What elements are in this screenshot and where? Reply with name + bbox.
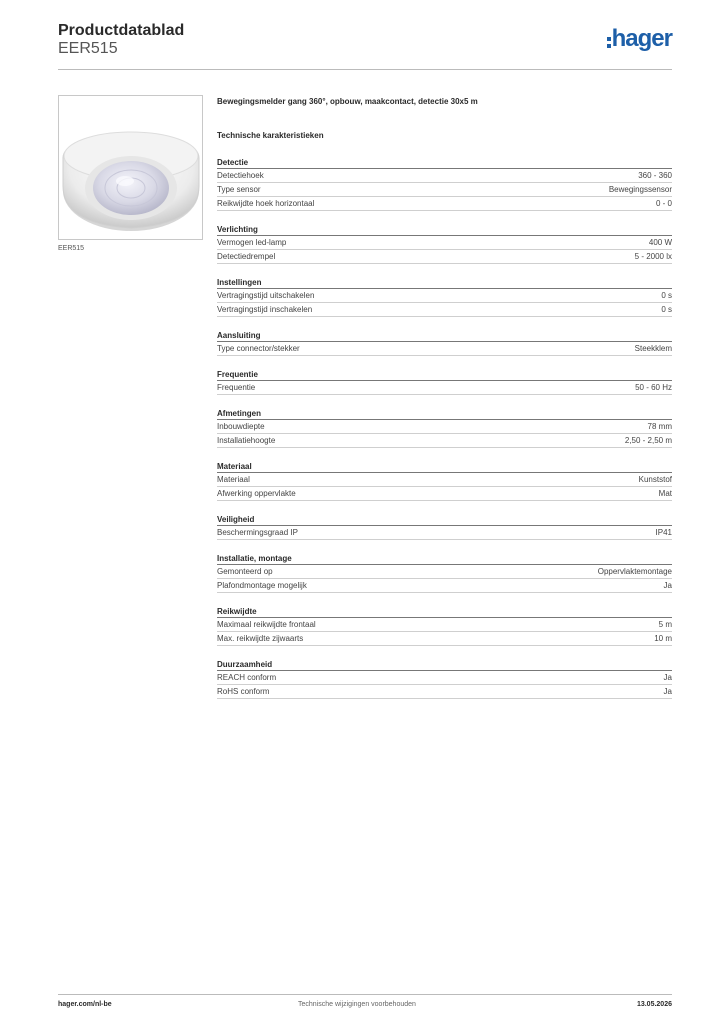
spec-label: Vermogen led-lamp: [217, 238, 287, 247]
spec-value: Ja: [663, 581, 672, 590]
section-title: Duurzaamheid: [217, 659, 672, 671]
spec-row: [217, 579, 672, 593]
product-description: Bewegingsmelder gang 360°, opbouw, maakcontact, detectie 30x5 m: [217, 97, 478, 106]
spec-label: Detectiehoek: [217, 171, 264, 180]
spec-section: [217, 461, 672, 501]
section-title: Veiligheid: [217, 514, 672, 526]
spec-value: 0 s: [661, 305, 672, 314]
spec-value: Ja: [663, 687, 672, 696]
spec-row: [217, 183, 672, 197]
spec-label: Type sensor: [217, 185, 261, 194]
logo-text: hager: [611, 25, 672, 52]
spec-value: 5 - 2000 lx: [634, 252, 672, 261]
section-title: Materiaal: [217, 461, 672, 473]
spec-row: [217, 342, 672, 356]
spec-value: Steekklem: [634, 344, 672, 353]
spec-label: Materiaal: [217, 475, 250, 484]
section-title: Detectie: [217, 157, 672, 169]
spec-label: Vertragingstijd uitschakelen: [217, 291, 315, 300]
product-photo: [58, 95, 203, 240]
spec-label: Max. reikwijdte zijwaarts: [217, 634, 304, 643]
spec-value: Ja: [663, 673, 672, 682]
spec-value: Oppervlaktemontage: [597, 567, 672, 576]
spec-label: RoHS conform: [217, 687, 270, 696]
spec-row: [217, 434, 672, 448]
spec-row: [217, 526, 672, 540]
spec-row: [217, 473, 672, 487]
spec-section: [217, 553, 672, 593]
spec-label: Type connector/stekker: [217, 344, 300, 353]
spec-value: 0 s: [661, 291, 672, 300]
logo-mark-icon: [607, 37, 611, 48]
spec-section: [217, 408, 672, 448]
spec-value: 400 W: [648, 238, 672, 247]
spec-sections: [217, 157, 672, 699]
spec-label: Maximaal reikwijdte frontaal: [217, 620, 316, 629]
spec-label: Detectiedrempel: [217, 252, 276, 261]
spec-row: [217, 565, 672, 579]
section-title: Reikwijdte: [217, 606, 672, 618]
spec-label: Frequentie: [217, 383, 256, 392]
spec-row: [217, 169, 672, 183]
spec-row: [217, 671, 672, 685]
spec-row: [217, 381, 672, 395]
spec-value: 360 - 360: [638, 171, 672, 180]
spec-row: [217, 289, 672, 303]
spec-label: Vertragingstijd inschakelen: [217, 305, 313, 314]
spec-label: Inbouwdiepte: [217, 422, 265, 431]
footer-website: hager.com/nl-be: [58, 1001, 112, 1008]
section-title: Installatie, montage: [217, 553, 672, 565]
spec-value: Bewegingssensor: [608, 185, 672, 194]
spec-value: 0 - 0: [655, 199, 672, 208]
specs-title: Technische karakteristieken: [217, 131, 324, 140]
section-title: Instellingen: [217, 277, 672, 289]
section-title: Frequentie: [217, 369, 672, 381]
spec-section: [217, 330, 672, 356]
spec-label: Afwerking oppervlakte: [217, 489, 296, 498]
spec-row: [217, 197, 672, 211]
document-title: Productdatablad: [58, 22, 185, 39]
photo-caption: EER515: [58, 245, 85, 252]
section-title: Verlichting: [217, 224, 672, 236]
spec-row: [217, 685, 672, 699]
spec-label: REACH conform: [217, 673, 277, 682]
spec-value: 50 - 60 Hz: [635, 383, 672, 392]
spec-section: [217, 369, 672, 395]
page-footer: [58, 994, 672, 1014]
spec-row: [217, 632, 672, 646]
footer-notice: Technische wijzigingen voorbehouden: [298, 1001, 416, 1008]
spec-section: [217, 659, 672, 699]
spec-value: 5 m: [658, 620, 672, 629]
footer-date: 13.05.2026: [636, 1001, 672, 1008]
spec-label: Reikwijdte hoek horizontaal: [217, 199, 315, 208]
spec-value: Mat: [658, 489, 672, 498]
spec-label: Gemonteerd op: [217, 567, 273, 576]
spec-section: [217, 277, 672, 317]
spec-section: [217, 224, 672, 264]
section-title: Afmetingen: [217, 408, 672, 420]
spec-row: [217, 236, 672, 250]
spec-value: 2,50 - 2,50 m: [624, 436, 672, 445]
spec-label: Plafondmontage mogelijk: [217, 581, 307, 590]
spec-value: IP41: [655, 528, 672, 537]
spec-row: [217, 303, 672, 317]
spec-section: [217, 514, 672, 540]
hager-logo: [607, 26, 672, 52]
product-code: EER515: [58, 40, 118, 57]
section-title: Aansluiting: [217, 330, 672, 342]
motion-sensor-photo-icon: [59, 96, 203, 240]
spec-content: [217, 96, 672, 699]
spec-row: [217, 487, 672, 501]
spec-value: Kunststof: [638, 475, 672, 484]
spec-value: 10 m: [654, 634, 672, 643]
spec-row: [217, 618, 672, 632]
spec-label: Installatiehoogte: [217, 436, 276, 445]
page-header: [58, 20, 672, 70]
spec-row: [217, 250, 672, 264]
spec-row: [217, 420, 672, 434]
spec-value: 78 mm: [647, 422, 672, 431]
spec-section: [217, 157, 672, 211]
spec-section: [217, 606, 672, 646]
spec-label: Beschermingsgraad IP: [217, 528, 298, 537]
